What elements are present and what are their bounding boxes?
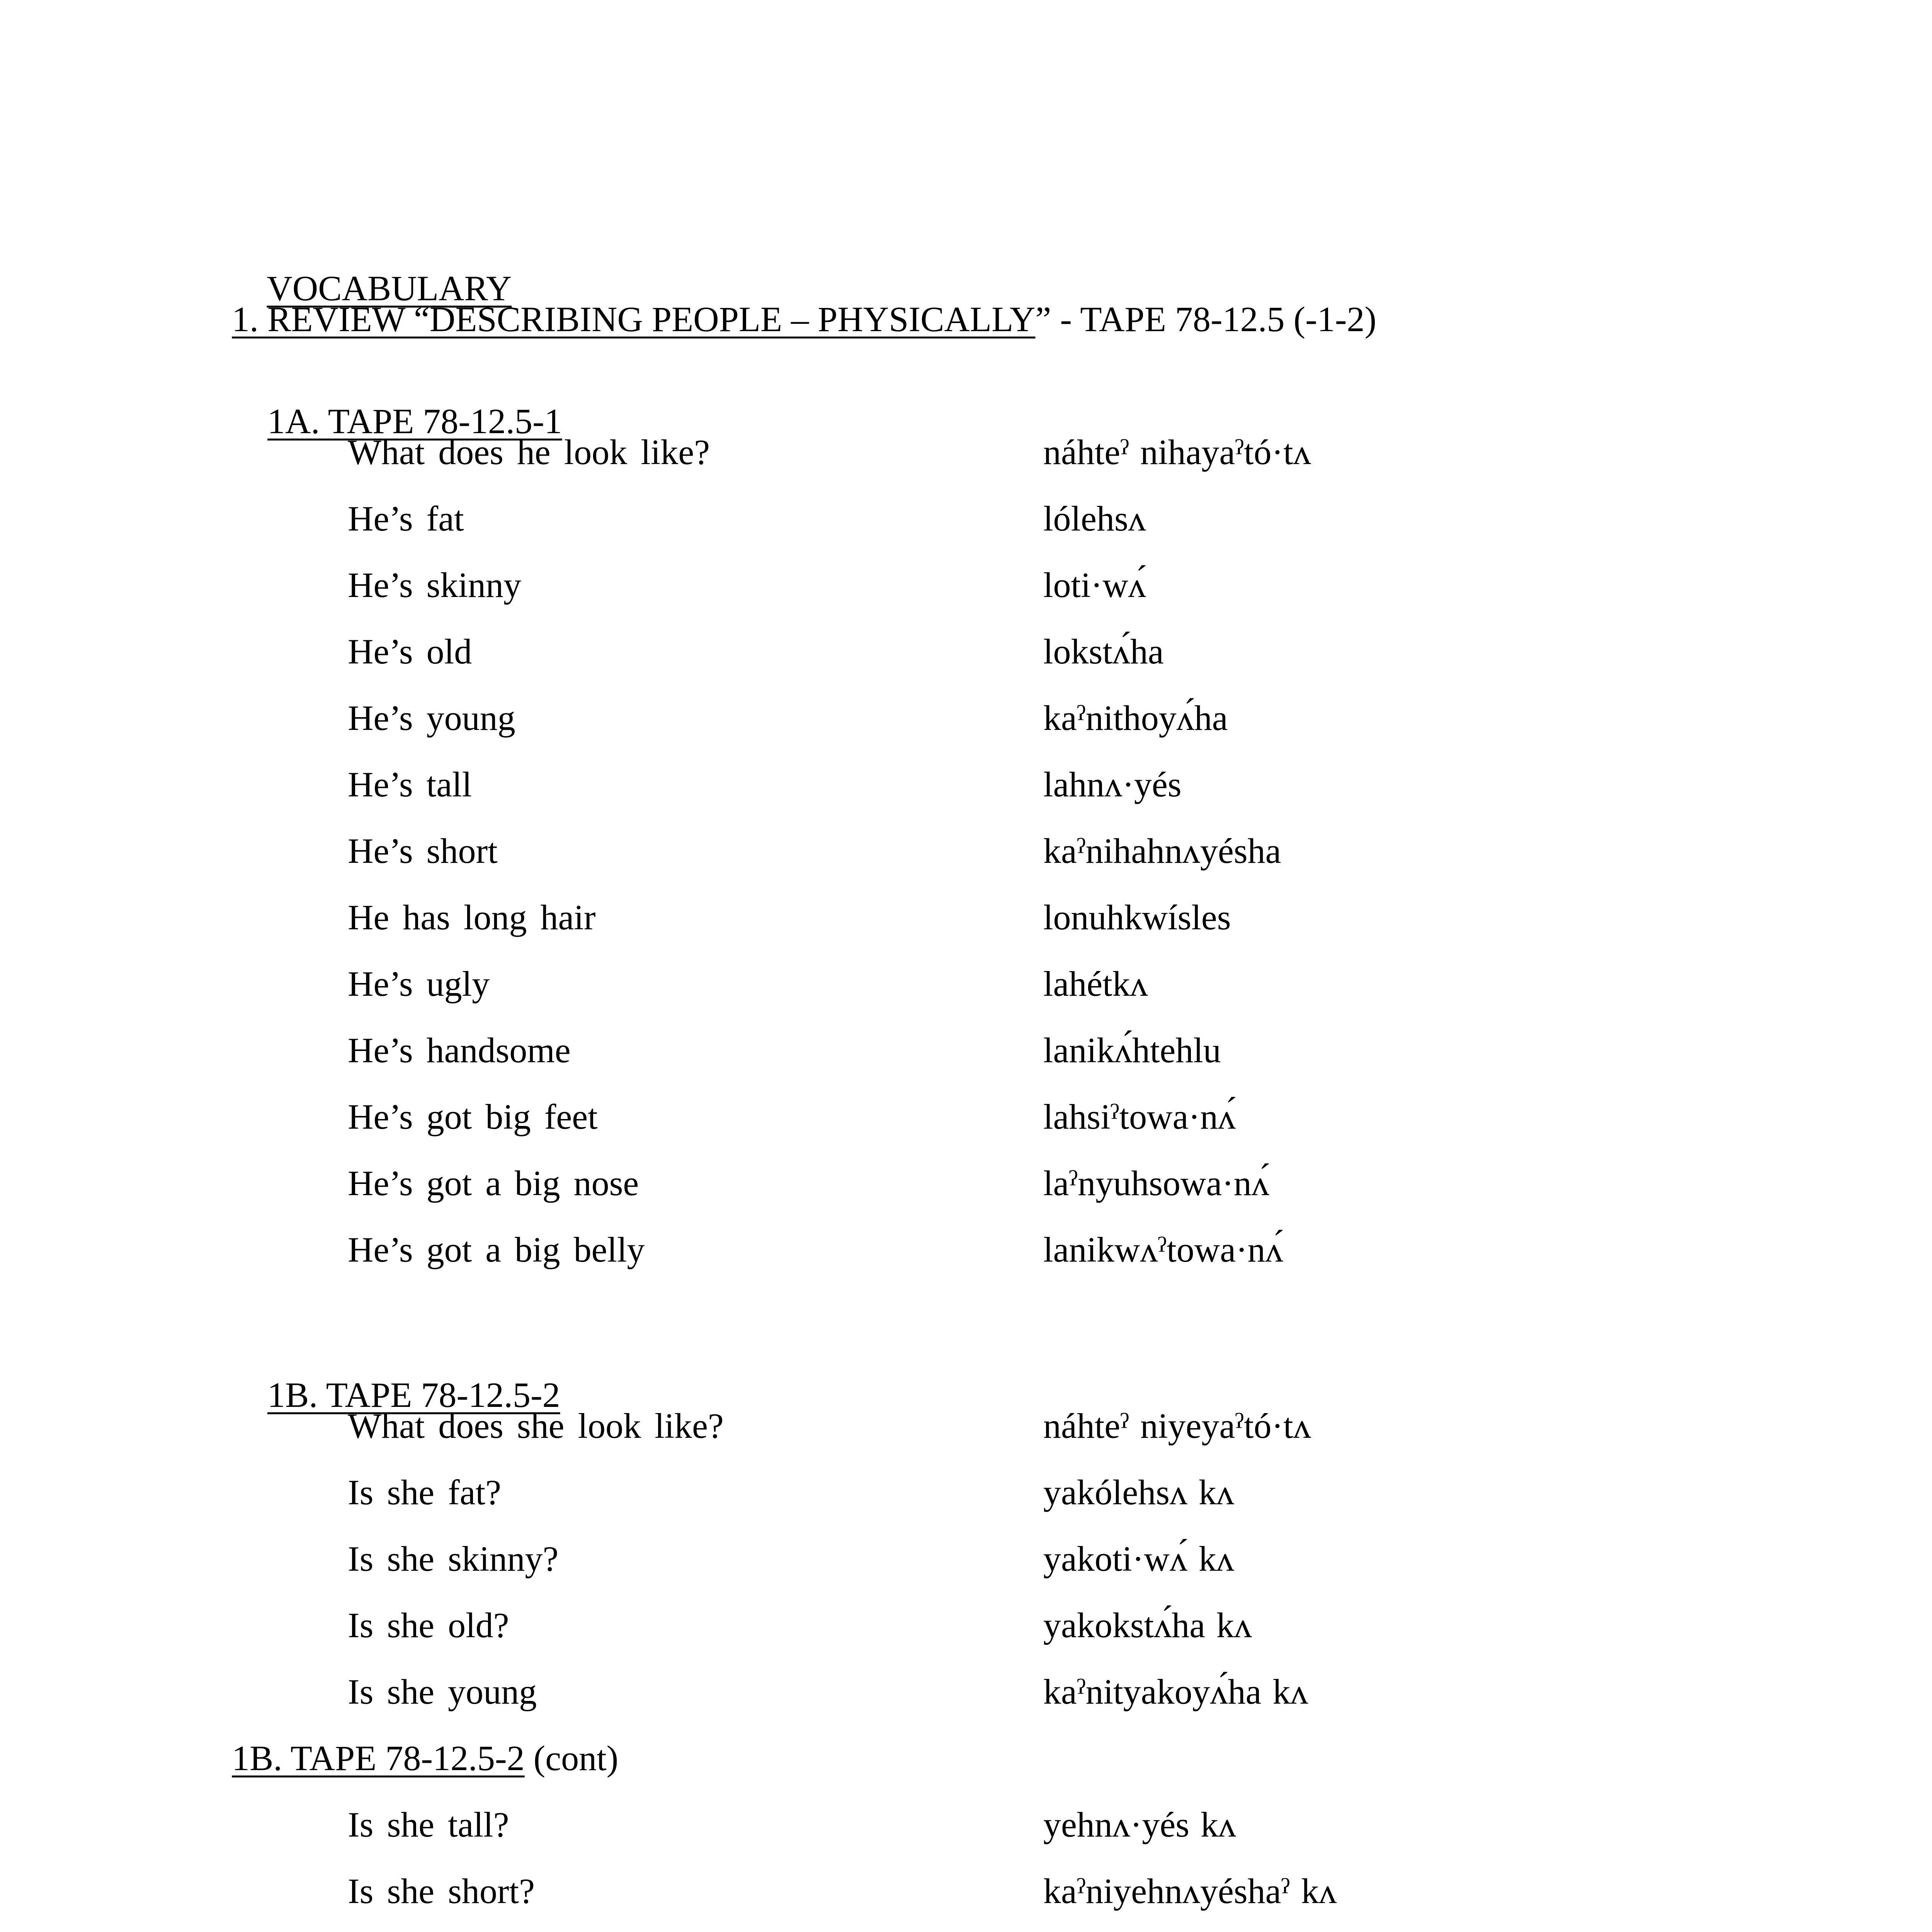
vocab-row: [0, 434, 1932, 481]
section-1b-cont-heading-rest: (cont): [524, 1738, 619, 1778]
english-phrase: He’s short: [348, 831, 498, 871]
vocab-row: [0, 501, 1932, 547]
english-phrase: He’s handsome: [348, 1031, 571, 1070]
section-1-heading: [232, 301, 1376, 337]
english-phrase: He has long hair: [348, 898, 596, 937]
vocab-row: [0, 1099, 1932, 1145]
section-1-heading-underlined: 1. REVIEW “DESCRIBING PEOPLE – PHYSICALLY: [232, 299, 1036, 339]
section-1b-cont-heading-underlined: 1B. TAPE 78-12.5-2: [232, 1738, 525, 1778]
vocab-row: [0, 1032, 1932, 1079]
vocab-row: [0, 1873, 1932, 1920]
mohawk-phrase: kaˀniyehnʌyéshaˀ kʌ: [1043, 1871, 1337, 1911]
vocab-row: [0, 700, 1932, 747]
english-phrase: He’s got a big belly: [348, 1230, 645, 1269]
mohawk-phrase: lokstʌ́ha: [1043, 632, 1164, 671]
mohawk-phrase: laˀnyuhsowa·nʌ́: [1043, 1163, 1269, 1203]
mohawk-phrase: lahétkʌ: [1043, 964, 1148, 1003]
section-1a-heading-text: 1A. TAPE 78-12.5-1: [267, 401, 562, 441]
vocab-row: [0, 1165, 1932, 1212]
english-phrase: He’s got big feet: [348, 1097, 598, 1136]
english-phrase: He’s tall: [348, 765, 472, 804]
mohawk-phrase: lanikwʌˀtowa·nʌ́: [1043, 1230, 1283, 1269]
english-phrase: What does she look like?: [348, 1406, 724, 1446]
mohawk-phrase: kaˀnithoyʌ́ha: [1043, 698, 1228, 738]
vocabulary-title-text: VOCABULARY: [267, 269, 512, 308]
vocab-row: [0, 1807, 1932, 1853]
english-phrase: Is she skinny?: [348, 1539, 559, 1578]
mohawk-phrase: yehnʌ·yés kʌ: [1043, 1805, 1236, 1844]
mohawk-phrase: yakoti·wʌ́ kʌ: [1043, 1539, 1235, 1578]
section-1b-heading-text: 1B. TAPE 78-12.5-2: [267, 1375, 560, 1415]
mohawk-phrase: yakólehsʌ kʌ: [1043, 1473, 1235, 1512]
english-phrase: What does he look like?: [348, 432, 710, 472]
mohawk-phrase: náhteˀ nihayaˀtó·tʌ: [1043, 432, 1311, 472]
mohawk-phrase: lahnʌ·yés: [1043, 765, 1182, 804]
english-phrase: Is she tall?: [348, 1805, 509, 1844]
mohawk-phrase: loti·wʌ́: [1043, 565, 1146, 605]
mohawk-phrase: náhteˀ niyeyaˀtó·tʌ: [1043, 1406, 1311, 1446]
english-phrase: He’s old: [348, 632, 472, 671]
english-phrase: He’s ugly: [348, 964, 490, 1003]
vocab-row: [0, 900, 1932, 946]
english-phrase: He’s fat: [348, 499, 464, 538]
mohawk-phrase: lonuhkwísles: [1043, 898, 1231, 937]
mohawk-phrase: kaˀnihahnʌyésha: [1043, 831, 1281, 871]
vocab-row: [0, 1232, 1932, 1278]
english-phrase: He’s skinny: [348, 565, 521, 605]
vocab-row: [0, 1475, 1932, 1521]
section-1-heading-rest: ” - TAPE 78-12.5 (-1-2): [1035, 299, 1377, 339]
vocab-row: [0, 833, 1932, 879]
english-phrase: He’s young: [348, 698, 515, 738]
vocab-row: [0, 567, 1932, 614]
english-phrase: Is she short?: [348, 1871, 535, 1911]
english-phrase: Is she old?: [348, 1605, 509, 1645]
vocab-row: [0, 1541, 1932, 1587]
vocab-row: [0, 1408, 1932, 1454]
vocab-row: [0, 634, 1932, 680]
english-phrase: Is she fat?: [348, 1473, 501, 1512]
english-phrase: Is she young: [348, 1672, 537, 1711]
mohawk-phrase: yakokstʌ́ha kʌ: [1043, 1605, 1252, 1645]
mohawk-phrase: kaˀnityakoyʌ́ha kʌ: [1043, 1672, 1308, 1711]
vocab-row: [0, 966, 1932, 1012]
vocab-row: [0, 767, 1932, 813]
english-phrase: He’s got a big nose: [348, 1163, 639, 1203]
vocab-row: [0, 1674, 1932, 1720]
section-1b-cont-heading: [232, 1740, 618, 1776]
mohawk-phrase: lólehsʌ: [1043, 499, 1146, 538]
mohawk-phrase: lanikʌ́htehlu: [1043, 1031, 1221, 1070]
mohawk-phrase: lahsiˀtowa·nʌ́: [1043, 1097, 1236, 1136]
vocab-row: [0, 1607, 1932, 1654]
